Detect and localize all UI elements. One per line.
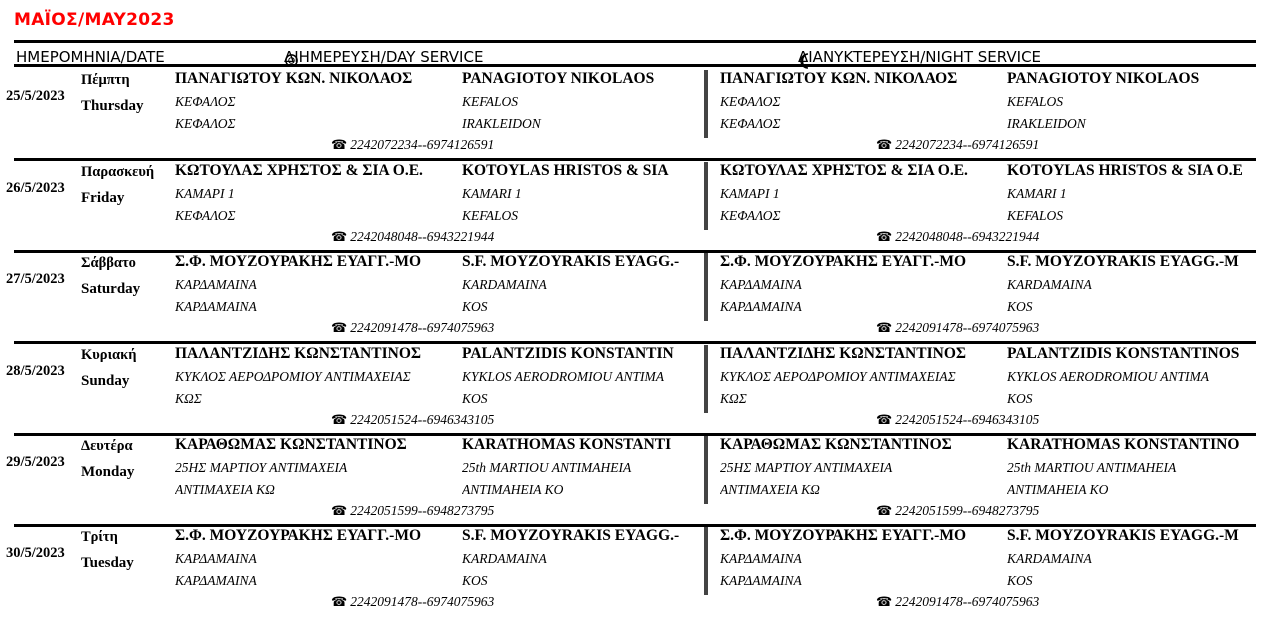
address-line2-gr: ΚΩΣ [175, 391, 202, 406]
phone-text: 2242091478--6974075963 [350, 594, 495, 609]
address-line2-en: KOS [1007, 573, 1033, 588]
address-line1-gr: ΚΥΚΛΟΣ ΑΕΡΟΔΡΟΜΙΟΥ ΑΝΤΙΜΑΧΕΙΑΣ [175, 369, 411, 384]
date-cell: 26/5/2023 [6, 180, 65, 196]
weekday-gr: Δευτέρα [81, 438, 133, 454]
table-row [6, 253, 1256, 344]
header-night-service [798, 48, 1041, 66]
weekday-en: Friday [81, 190, 125, 206]
header-night-label: ΔΙΑΝΥΚΤΕΡΕΥΣΗ/NIGHT SERVICE [798, 48, 1042, 66]
address-line1-en: KEFALOS [1007, 94, 1064, 109]
weekday-gr: Πέμπτη [81, 72, 130, 88]
phone-number [331, 503, 494, 519]
address-line1-gr: ΚΑΡΔΑΜΑΙΝΑ [720, 277, 802, 292]
weekday-gr: Κυριακή [81, 347, 137, 363]
address-line2-en: KEFALOS [1007, 208, 1064, 223]
pharmacy-name-en: KOTOYLAS HRISTOS & SIA [462, 162, 669, 179]
address-line2-gr: ΚΑΡΔΑΜΑΙΝΑ [720, 299, 802, 314]
phone-icon: ☎ [876, 138, 893, 153]
address-line1-gr: ΚΕΦΑΛΟΣ [720, 94, 781, 109]
header-day-service [284, 48, 483, 66]
weekday-gr: Σάββατο [81, 255, 136, 271]
pharmacy-name-en: S.F. MOYZOYRAKIS EYAGG.-M [1007, 527, 1239, 544]
phone-icon: ☎ [331, 230, 348, 245]
pharmacy-name-en: PANAGIOTOY NIKOLAOS [1007, 70, 1200, 87]
address-line2-en: KOS [462, 573, 488, 588]
page-title: ΜΑΪΟΣ/MAY2023 [14, 10, 175, 30]
pharmacy-name-en: KOTOYLAS HRISTOS & SIA O.E [1007, 162, 1243, 179]
row-divider [14, 341, 1256, 344]
table-row [6, 345, 1256, 436]
table-row [6, 436, 1256, 527]
phone-number [876, 594, 1039, 610]
pharmacy-name-gr: ΠΑΝΑΓΙΩΤΟΥ ΚΩΝ. ΝΙΚΟΛΑΟΣ [175, 70, 413, 87]
address-line2-gr: ΚΕΦΑΛΟΣ [175, 116, 236, 131]
pharmacy-name-en: S.F. MOYZOYRAKIS EYAGG.- [462, 253, 680, 270]
address-line1-en: KARDAMAINA [462, 551, 547, 566]
weekday-gr: Παρασκευή [81, 164, 155, 180]
phone-text: 2242091478--6974075963 [895, 320, 1040, 335]
address-line2-en: IRAKLEIDON [462, 116, 541, 131]
column-divider [704, 527, 708, 595]
weekday-en: Sunday [81, 373, 130, 389]
weekday-en: Tuesday [81, 555, 134, 571]
address-line1-en: 25th MARTIOU ANTIMAHEIA [462, 460, 632, 475]
pharmacy-name-gr: Σ.Φ. ΜΟΥΖΟΥΡΑΚΗΣ ΕΥΑΓΓ.-ΜΟ [175, 253, 422, 270]
address-line1-en: KARDAMAINA [1007, 551, 1092, 566]
pharmacy-name-gr: ΠΑΛΑΝΤΖΙΔΗΣ ΚΩΝΣΤΑΝΤΙΝΟΣ [720, 345, 967, 362]
pharmacy-name-en: PALANTZIDIS KONSTANTINOS [1007, 345, 1240, 362]
phone-number [876, 503, 1039, 519]
address-line2-gr: ΚΕΦΑΛΟΣ [175, 208, 236, 223]
phone-icon: ☎ [876, 504, 893, 519]
phone-text: 2242091478--6974075963 [350, 320, 495, 335]
address-line2-en: KOS [1007, 299, 1033, 314]
address-line1-en: KYKLOS AERODROMIOU ANTIMA [462, 369, 665, 384]
phone-icon: ☎ [876, 413, 893, 428]
phone-text: 2242091478--6974075963 [895, 594, 1040, 609]
phone-number [331, 594, 494, 610]
pharmacy-name-gr: Σ.Φ. ΜΟΥΖΟΥΡΑΚΗΣ ΕΥΑΓΓ.-ΜΟ [175, 527, 422, 544]
header-date: ΗΜΕΡΟΜΗΝΙΑ/DATE [16, 48, 165, 66]
address-line1-gr: ΚΕΦΑΛΟΣ [175, 94, 236, 109]
weekday-en: Monday [81, 464, 135, 480]
phone-number [876, 137, 1039, 153]
address-line2-en: ANTIMAHEIA KO [462, 482, 564, 497]
address-line2-gr: ΑΝΤΙΜΑΧΕΙΑ ΚΩ [720, 482, 820, 497]
pharmacy-name-en: KARATHOMAS KONSTANTINO [1007, 436, 1240, 453]
phone-text: 2242048048--6943221944 [895, 229, 1040, 244]
pharmacy-name-en: S.F. MOYZOYRAKIS EYAGG.-M [1007, 253, 1239, 270]
date-cell: 27/5/2023 [6, 271, 65, 287]
address-line2-gr: ΚΕΦΑΛΟΣ [720, 116, 781, 131]
pharmacy-name-en: PANAGIOTOY NIKOLAOS [462, 70, 655, 87]
pharmacy-name-gr: ΚΑΡΑΘΩΜΑΣ ΚΩΝΣΤΑΝΤΙΝΟΣ [175, 436, 407, 453]
pharmacy-name-en: KARATHOMAS KONSTANTI [462, 436, 672, 453]
phone-text: 2242048048--6943221944 [350, 229, 495, 244]
address-line1-gr: ΚΑΜΑΡΙ 1 [175, 186, 235, 201]
address-line1-en: KARDAMAINA [462, 277, 547, 292]
pharmacy-name-gr: Σ.Φ. ΜΟΥΖΟΥΡΑΚΗΣ ΕΥΑΓΓ.-ΜΟ [720, 527, 967, 544]
table-header [14, 40, 1256, 67]
phone-icon: ☎ [876, 321, 893, 336]
address-line1-en: KAMARI 1 [462, 186, 522, 201]
phone-number [876, 229, 1039, 245]
address-line1-en: 25th MARTIOU ANTIMAHEIA [1007, 460, 1177, 475]
pharmacy-name-gr: ΚΩΤΟΥΛΑΣ ΧΡΗΣΤΟΣ & ΣΙΑ Ο.Ε. [175, 162, 423, 179]
weekday-en: Thursday [81, 98, 144, 114]
address-line1-en: KYKLOS AERODROMIOU ANTIMA [1007, 369, 1210, 384]
column-divider [704, 436, 708, 504]
pharmacy-name-gr: ΠΑΝΑΓΙΩΤΟΥ ΚΩΝ. ΝΙΚΟΛΑΟΣ [720, 70, 958, 87]
address-line1-en: KEFALOS [462, 94, 519, 109]
phone-icon: ☎ [331, 504, 348, 519]
phone-number [331, 320, 494, 336]
phone-icon: ☎ [331, 138, 348, 153]
phone-number [876, 412, 1039, 428]
date-cell: 28/5/2023 [6, 363, 65, 379]
address-line1-gr: 25ΗΣ ΜΑΡΤΙΟΥ ΑΝΤΙΜΑΧΕΙΑ [720, 460, 893, 475]
address-line1-en: KARDAMAINA [1007, 277, 1092, 292]
weekday-gr: Τρίτη [81, 529, 118, 545]
phone-icon: ☎ [876, 595, 893, 610]
phone-text: 2242051524--6946343105 [895, 412, 1040, 427]
address-line1-gr: ΚΑΜΑΡΙ 1 [720, 186, 780, 201]
address-line2-gr: ΚΑΡΔΑΜΑΙΝΑ [720, 573, 802, 588]
phone-text: 2242051599--6948273795 [350, 503, 495, 518]
address-line2-en: KOS [1007, 391, 1033, 406]
address-line2-gr: ΚΑΡΔΑΜΑΙΝΑ [175, 573, 257, 588]
date-cell: 25/5/2023 [6, 88, 65, 104]
phone-icon: ☎ [331, 595, 348, 610]
column-divider [704, 70, 708, 138]
date-cell: 29/5/2023 [6, 454, 65, 470]
address-line1-gr: ΚΑΡΔΑΜΑΙΝΑ [720, 551, 802, 566]
address-line1-gr: ΚΥΚΛΟΣ ΑΕΡΟΔΡΟΜΙΟΥ ΑΝΤΙΜΑΧΕΙΑΣ [720, 369, 956, 384]
address-line2-gr: ΚΑΡΔΑΜΑΙΝΑ [175, 299, 257, 314]
phone-number [876, 320, 1039, 336]
address-line2-en: IRAKLEIDON [1007, 116, 1086, 131]
phone-text: 2242072234--6974126591 [895, 137, 1040, 152]
pharmacy-name-gr: ΚΩΤΟΥΛΑΣ ΧΡΗΣΤΟΣ & ΣΙΑ Ο.Ε. [720, 162, 968, 179]
pharmacy-name-en: S.F. MOYZOYRAKIS EYAGG.- [462, 527, 680, 544]
phone-text: 2242051524--6946343105 [350, 412, 495, 427]
phone-number [331, 412, 494, 428]
address-line1-gr: 25ΗΣ ΜΑΡΤΙΟΥ ΑΝΤΙΜΑΧΕΙΑ [175, 460, 348, 475]
weekday-en: Saturday [81, 281, 141, 297]
address-line2-en: KOS [462, 299, 488, 314]
address-line2-en: ANTIMAHEIA KO [1007, 482, 1109, 497]
pharmacy-name-gr: ΚΑΡΑΘΩΜΑΣ ΚΩΝΣΤΑΝΤΙΝΟΣ [720, 436, 952, 453]
phone-icon: ☎ [876, 230, 893, 245]
phone-text: 2242072234--6974126591 [350, 137, 495, 152]
column-divider [704, 253, 708, 321]
phone-number [331, 229, 494, 245]
address-line2-gr: ΚΩΣ [720, 391, 747, 406]
date-cell: 30/5/2023 [6, 545, 65, 561]
header-day-label: ΔΙΗΜΕΡΕΥΣΗ/DAY SERVICE [284, 48, 484, 66]
table-row [6, 70, 1256, 161]
phone-number [331, 137, 494, 153]
phone-icon: ☎ [331, 321, 348, 336]
pharmacy-name-gr: Σ.Φ. ΜΟΥΖΟΥΡΑΚΗΣ ΕΥΑΓΓ.-ΜΟ [720, 253, 967, 270]
address-line2-gr: ΚΕΦΑΛΟΣ [720, 208, 781, 223]
table-row [6, 527, 1256, 618]
address-line1-gr: ΚΑΡΔΑΜΑΙΝΑ [175, 277, 257, 292]
phone-text: 2242051599--6948273795 [895, 503, 1040, 518]
address-line1-en: KAMARI 1 [1007, 186, 1067, 201]
row-divider [14, 158, 1256, 161]
table-row [6, 162, 1256, 253]
pharmacy-name-en: PALANTZIDIS KONSTANTIN [462, 345, 674, 362]
phone-icon: ☎ [331, 413, 348, 428]
address-line2-en: KEFALOS [462, 208, 519, 223]
column-divider [704, 162, 708, 230]
address-line2-gr: ΑΝΤΙΜΑΧΕΙΑ ΚΩ [175, 482, 275, 497]
pharmacy-name-gr: ΠΑΛΑΝΤΖΙΔΗΣ ΚΩΝΣΤΑΝΤΙΝΟΣ [175, 345, 422, 362]
column-divider [704, 345, 708, 413]
address-line2-en: KOS [462, 391, 488, 406]
address-line1-gr: ΚΑΡΔΑΜΑΙΝΑ [175, 551, 257, 566]
